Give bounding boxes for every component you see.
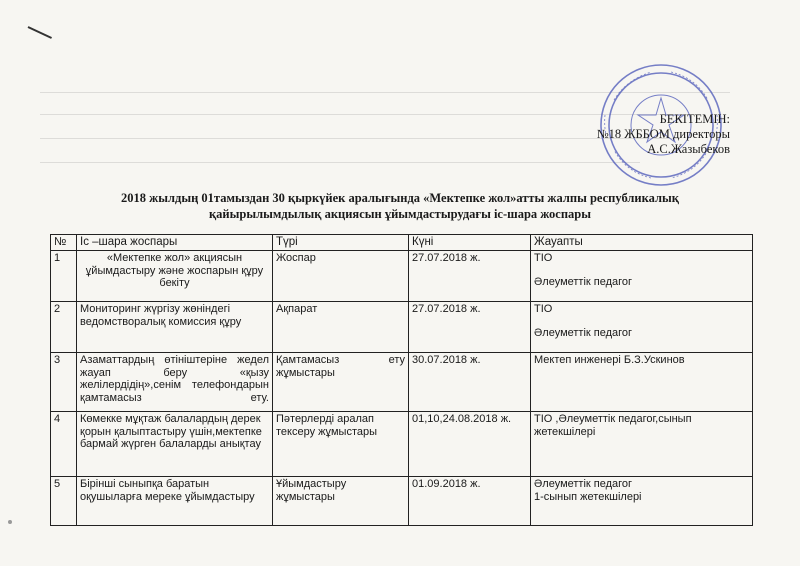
row-number: 5 [51,477,77,526]
scan-speck [8,520,12,524]
row-plan: Азаматтардың өтініштеріне жедел жауап беру «қызу желілердідің»,сенім телефондарын қамтамасыз ету. [77,353,273,412]
row-number: 2 [51,302,77,353]
header-plan: Іс –шара жоспары [77,235,273,251]
row-responsible [531,353,753,412]
row-plan: Бірінші сыныпқа баратын оқушыларға мереке ұйымдастыру [77,477,273,526]
approval-heading: БЕКІТЕМІН: [659,112,730,126]
row-type: Пәтерлерді аралап тексеру жұмыстары [273,412,409,477]
table-row [51,477,753,526]
row-number: 3 [51,353,77,412]
row-date: 30.07.2018 ж. [409,353,531,412]
event-plan-table [50,234,753,526]
responsible-primary: ТІО [534,252,553,264]
row-date: 27.07.2018 ж. [409,302,531,353]
table-row [51,412,753,477]
scan-mark [28,26,52,39]
row-plan: Көмекке мұқтаж балалардың дерек қорын қалыптастыру үшін,мектепке бармай жүрген балаларды анықтау [77,412,273,477]
responsible-primary: ТІО ,Әлеуметтік педагог,сынып жетекшілері [534,413,692,438]
row-number: 4 [51,412,77,477]
table-row [51,302,753,353]
row-type: Жоспар [273,251,409,302]
header-responsible: Жауапты [531,235,753,251]
row-number: 1 [51,251,77,302]
row-type: Қамтамасыз ету жұмыстары [273,353,409,412]
responsible-secondary: Әлеуметтік педагог [534,326,633,339]
row-responsible [531,477,753,526]
responsible-secondary: Әлеуметтік педагог [534,275,633,288]
document-title [60,190,740,222]
header-number: № [51,235,77,251]
row-date: 01.09.2018 ж. [409,477,531,526]
row-responsible [531,251,753,302]
title-line-2: қайырылымдылық акциясын ұйымдастырудағы іс-шара жоспары [208,207,591,221]
row-responsible [531,412,753,477]
responsible-primary: ТІО [534,303,553,315]
row-responsible [531,302,753,353]
responsible-primary: Әлеуметтік педагог [534,478,633,490]
row-date: 27.07.2018 ж. [409,251,531,302]
header-date: Күні [409,235,531,251]
row-plan: Мониторинг жүргізу жөніндегі ведомстворалық комиссия құру [77,302,273,353]
row-type: Ақпарат [273,302,409,353]
responsible-secondary: 1-сынып жетекшілері [534,490,642,503]
approval-block [597,112,730,157]
approval-position: №18 ЖББОМ директоры [596,127,730,141]
table-row [51,353,753,412]
table-header-row [51,235,753,251]
header-type: Түрі [273,235,409,251]
title-line-1: 2018 жылдың 01тамыздан 30 қыркүйек аралығында «Мектепке жол»атты жалпы республикалық [121,191,679,205]
row-date: 01,10,24.08.2018 ж. [409,412,531,477]
row-type: Ұйымдастыру жұмыстары [273,477,409,526]
approval-signatory: А.С.Жазыбеков [647,142,730,156]
responsible-primary: Мектеп инженері Б.З.Ускинов [534,354,685,366]
table-row [51,251,753,302]
row-plan: «Мектепке жол» акциясын ұйымдастыру және жоспарын құру бекіту [77,251,273,302]
